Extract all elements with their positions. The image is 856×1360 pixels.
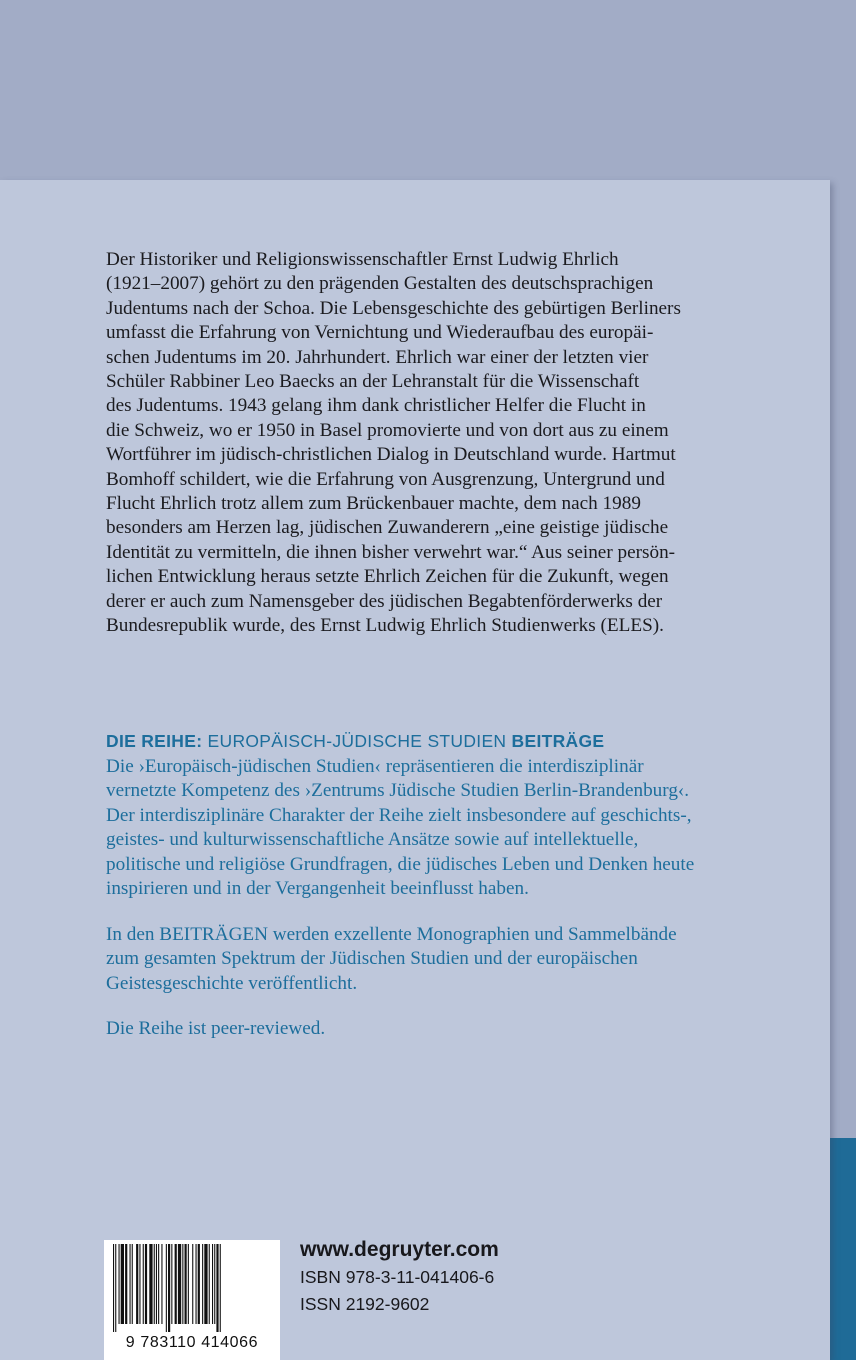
description-line: lichen Entwicklung heraus setzte Ehrlich Zeichen für die Zukunft, wegen bbox=[106, 566, 669, 588]
series-label: DIE REIHE: bbox=[106, 731, 203, 751]
series-line: politische und religiöse Grundfragen, die jüdisches Leben und Denken heute bbox=[106, 853, 695, 875]
description-line: (1921–2007) gehört zu den prägenden Gestalten des deutschsprachigen bbox=[106, 273, 654, 295]
barcode-bar bbox=[161, 1244, 162, 1324]
publisher-website: www.degruyter.com bbox=[300, 1238, 499, 1261]
barcode-digits: 9 783110 414066 bbox=[125, 1334, 259, 1351]
description-line: derer er auch zum Namensgeber des jüdischen Begabtenförderwerks der bbox=[106, 590, 663, 612]
barcode-bar bbox=[168, 1244, 170, 1332]
description-line: Identität zu vermitteln, die ihnen bisher verwehrt war.“ Aus seiner persön- bbox=[106, 541, 676, 563]
barcode-bar bbox=[216, 1244, 218, 1332]
barcode-bar bbox=[196, 1244, 197, 1324]
peer-review-note bbox=[106, 1017, 766, 1041]
description-line: Judentums nach der Schoa. Die Lebensgeschichte des gebürtigen Berliners bbox=[106, 297, 681, 319]
barcode-bar bbox=[220, 1244, 221, 1332]
barcode-bar bbox=[178, 1244, 181, 1324]
barcode-bar bbox=[121, 1244, 124, 1324]
series-line: inspirieren und in der Vergangenheit beeinflusst haben. bbox=[106, 878, 529, 900]
series-description bbox=[106, 755, 766, 901]
series-heading bbox=[106, 731, 604, 752]
barcode-bar bbox=[154, 1244, 155, 1324]
barcode-bar bbox=[166, 1244, 167, 1332]
barcode-bar bbox=[209, 1244, 210, 1324]
series-line: Der interdisziplinäre Charakter der Reihe zielt insbesondere auf geschichts-, bbox=[106, 804, 692, 826]
subseries-name: BEITRÄGE bbox=[511, 731, 605, 751]
series-line: vernetzte Kompetenz des ›Zentrums Jüdische Studien Berlin-Brandenburg‹. bbox=[106, 780, 690, 802]
description-line: Wortführer im jüdisch-christlichen Dialog in Deutschland wurde. Hartmut bbox=[106, 444, 676, 466]
barcode-bar bbox=[158, 1244, 159, 1324]
series-line: Die ›Europäisch-jüdischen Studien‹ repräsentieren die interdisziplinär bbox=[106, 756, 644, 777]
description-line: Bundesrepublik wurde, des Ernst Ludwig Ehrlich Studienwerks (ELES). bbox=[106, 615, 664, 637]
barcode-bar bbox=[185, 1244, 187, 1324]
barcode-bar bbox=[192, 1244, 193, 1324]
barcode-bar bbox=[119, 1244, 120, 1324]
barcode-bar bbox=[132, 1244, 133, 1324]
description-line: schen Judentums im 20. Jahrhundert. Ehrlich war einer der letzten vier bbox=[106, 346, 649, 368]
barcode-bar bbox=[156, 1244, 157, 1324]
description-line: Der Historiker und Religionswissenschaftler Ernst Ludwig Ehrlich bbox=[106, 249, 619, 270]
barcode-bar bbox=[175, 1244, 177, 1324]
barcode-bar bbox=[188, 1244, 189, 1324]
series-name: EUROPÄISCH-JÜDISCHE STUDIEN bbox=[207, 731, 507, 751]
barcode-bar bbox=[182, 1244, 183, 1324]
description-line: besonders am Herzen lag, jüdischen Zuwanderern „eine geistige jüdische bbox=[106, 517, 669, 539]
barcode bbox=[104, 1240, 280, 1360]
barcode-bar bbox=[204, 1244, 207, 1324]
barcode-bars bbox=[111, 1244, 273, 1332]
barcode-bar bbox=[145, 1244, 147, 1324]
barcode-bar bbox=[212, 1244, 213, 1324]
barcode-bar bbox=[115, 1244, 116, 1332]
barcode-bar bbox=[149, 1244, 152, 1324]
top-border-band bbox=[0, 0, 856, 180]
publisher-info bbox=[300, 1236, 499, 1318]
beitraege-description bbox=[106, 923, 766, 996]
right-edge-blue-strip bbox=[830, 1138, 856, 1360]
series-line: zum gesamten Spektrum der Jüdischen Studien und der europäischen bbox=[106, 948, 638, 970]
issn-number: ISSN 2192-9602 bbox=[300, 1294, 430, 1314]
barcode-bar bbox=[171, 1244, 172, 1324]
book-description bbox=[106, 248, 756, 639]
barcode-bar bbox=[198, 1244, 200, 1324]
description-line: Schüler Rabbiner Leo Baecks an der Lehranstalt für die Wissenschaft bbox=[106, 371, 640, 393]
series-line: geistes- und kulturwissenschaftliche Ansätze sowie auf intellektuelle, bbox=[106, 829, 639, 851]
barcode-bar bbox=[130, 1244, 131, 1324]
isbn-number: ISBN 978-3-11-041406-6 bbox=[300, 1267, 495, 1287]
barcode-bar bbox=[214, 1244, 215, 1324]
description-line: Bomhoff schildert, wie die Erfahrung von Ausgrenzung, Untergrund und bbox=[106, 468, 665, 490]
series-line: In den BEITRÄGEN werden exzellente Monographien und Sammelbände bbox=[106, 924, 677, 945]
barcode-bar bbox=[125, 1244, 127, 1324]
barcode-bar bbox=[202, 1244, 203, 1324]
description-line: umfasst die Erfahrung von Vernichtung und Wiederaufbau des europäi- bbox=[106, 322, 654, 344]
barcode-bar bbox=[143, 1244, 144, 1324]
series-line: Geistesgeschichte veröffentlicht. bbox=[106, 972, 358, 994]
series-line: Die Reihe ist peer-reviewed. bbox=[106, 1018, 326, 1039]
description-line: die Schweiz, wo er 1950 in Basel promovierte und von dort aus zu einem bbox=[106, 419, 669, 441]
barcode-bar bbox=[136, 1244, 138, 1324]
barcode-bar bbox=[113, 1244, 114, 1332]
barcode-bar bbox=[139, 1244, 140, 1324]
description-line: des Judentums. 1943 gelang ihm dank christlicher Helfer die Flucht in bbox=[106, 395, 646, 417]
description-line: Flucht Ehrlich trotz allem zum Brückenbauer machte, dem nach 1989 bbox=[106, 493, 641, 515]
